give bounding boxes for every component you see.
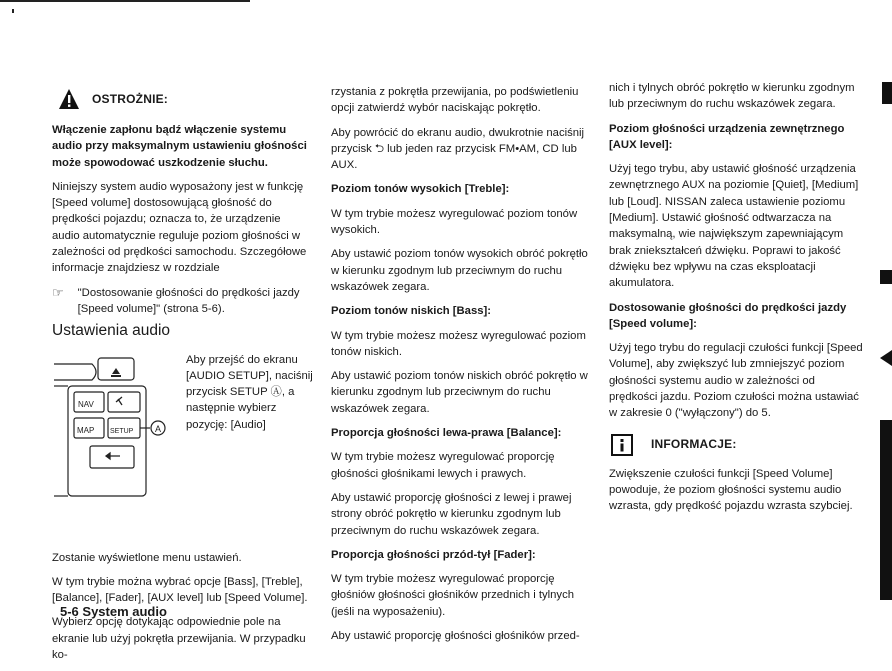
aux-heading: Poziom głośności urządzenia zewnętrznego [AUX level]: <box>609 122 845 151</box>
warning-header <box>58 88 308 110</box>
col1-paragraph: W tym trybie można wybrać opcje [Bass], [Treble], [Balance], [Fader], [AUX level] lub [Speed Volume]. <box>52 575 308 605</box>
pointing-hand-icon: ☞ <box>52 284 64 300</box>
column-1 <box>52 88 313 671</box>
info-title: INFORMACJE: <box>651 437 737 452</box>
col2-paragraph: rzystania z pokrętła przewijania, po podświetleniu opcji zatwierdź wybór naciskając pokrętło. <box>331 86 579 115</box>
column-3 <box>609 80 865 523</box>
warning-bold-text: Włączenie zapłonu bądź włączenie systemu audio przy maksymalnym ustawieniu głośności może spowodować uszkodzenie słuchu. <box>52 124 307 169</box>
setup-button: SETUP <box>110 427 134 435</box>
treble-text: W tym trybie możesz wyregulować poziom tonów wysokich. <box>331 207 578 237</box>
fader-text: Aby ustawić proporcję głośności głośników przed- <box>331 630 580 643</box>
diagram-caption: Aby przejść do ekranu [AUDIO SETUP], naciśnij przycisk SETUP Ⓐ, a następnie wybierz pozycję: [Audio] <box>186 353 313 431</box>
page-edge-tabs <box>862 0 892 629</box>
fader-text: W tym trybie możesz wyregulować proporcję głośniów głośności głośników przednich i tylnych (jeśli na wyposażeniu). <box>331 573 575 618</box>
balance-heading: Proporcja głośności lewa-prawa [Balance]: <box>331 427 562 440</box>
warning-title: OSTROŻNIE: <box>92 91 168 106</box>
bass-text: Aby ustawić poziom tonów niskich obróć pokrętło w kierunku zgodnym lub przeciwnym do ruchu wskazówek zegara. <box>331 370 588 415</box>
treble-text: Aby ustawić poziom tonów wysokich obróć pokrętło w kierunku zgodnym lub przeciwnym do ruchu wskazówek zegara. <box>331 248 588 293</box>
speed-volume-text: Użyj tego trybu do regulacji czułości funkcji [Speed Volume], aby zwiększyć lub zmniejszyć poziom głośności systemu audio w zależności od prędkości jazdu. Poziom czułości można ustawiać w zakresie 0 ("wyłączony") do 5. <box>609 342 863 420</box>
corner-mark <box>12 9 14 13</box>
info-icon <box>611 434 633 456</box>
col3-paragraph: nich i tylnych obróć pokrętło w kierunku zgodnym lub przeciwnym do ruchu wskazówek zegara. <box>609 82 855 111</box>
col1-paragraph: Zostanie wyświetlone menu ustawień. <box>52 551 242 564</box>
section-title: Ustawienia audio <box>52 322 171 340</box>
reference <box>52 285 308 318</box>
speed-volume-heading: Dostosowanie głośności do prędkości jazdy [Speed volume]: <box>609 301 847 330</box>
bass-text: W tym trybie możesz możesz wyregulować poziom tonów niskich. <box>331 329 586 358</box>
warning-text: Niniejszy system audio wyposażony jest w funkcję [Speed volume] dostosowującą głośność do prędkości pojazdu; oznacza to, że urządzenie audio automatycznie reguluje poziom głośności w zależności od prędkości samochodu. Szczegółowe informacje znajdziesz w rozdziale <box>52 180 307 275</box>
control-panel-illustration <box>54 350 182 540</box>
balance-text: W tym trybie możesz wyregulować proporcję głośności głośnikami lewych i prawych. <box>331 451 555 480</box>
page-footer: 5-6 System audio <box>60 604 167 619</box>
reference-text: "Dostosowanie głośności do prędkości jazdy [Speed volume]" (strona 5-6). <box>77 286 300 315</box>
balance-text: Aby ustawić proporcję głośności z lewej i prawej strony obróć pokrętło w kierunku zgodnym lub przeciwnym do ruchu wskazówek zegara. <box>331 491 572 537</box>
fader-heading: Proporcja głośności przód-tył [Fader]: <box>331 548 536 561</box>
info-header <box>611 434 865 456</box>
diagram <box>52 350 313 550</box>
info-text: Zwiększenie czułości funkcji [Speed Volume] powoduje, że poziom głośności systemu audio wzrasta, gdy prędkość pojazdu wzrasta szybciej. <box>609 467 853 513</box>
aux-text: Użyj tego trybu, aby ustawić głośność urządzenia zewnętrznego AUX na poziomie [Quiet], [Medium] lub [Loud]. NISSAN zaleca ustawienie poziomu [Medium]. Ustawić głośność odtwarzacza na maksymalną, wie największym zapewniającym brak zniekształceń dźwięku. Poprawi to jakość dźwięku bez wpływu na czas eksploatacji akumulatora. <box>609 163 859 290</box>
col2-paragraph: Aby powrócić do ekranu audio, dwukrotnie naciśnij przycisk ⮌ lub jeden raz przycisk FM•AM, CD lub AUX. <box>331 126 585 172</box>
bass-heading: Poziom tonów niskich [Bass]: <box>331 305 492 318</box>
column-2 <box>331 84 594 652</box>
map-button: MAP <box>77 425 95 435</box>
treble-heading: Poziom tonów wysokich [Treble]: <box>331 183 510 196</box>
marker-a: A <box>155 423 162 434</box>
top-rule <box>0 0 250 2</box>
col1-paragraph: Wybierz opcję dotykając odpowiednie pole na ekranie lub użyj pokrętła przewijania. W przypadku ko- <box>52 616 306 662</box>
warning-triangle-icon <box>58 88 80 110</box>
nav-button: NAV <box>78 399 94 409</box>
